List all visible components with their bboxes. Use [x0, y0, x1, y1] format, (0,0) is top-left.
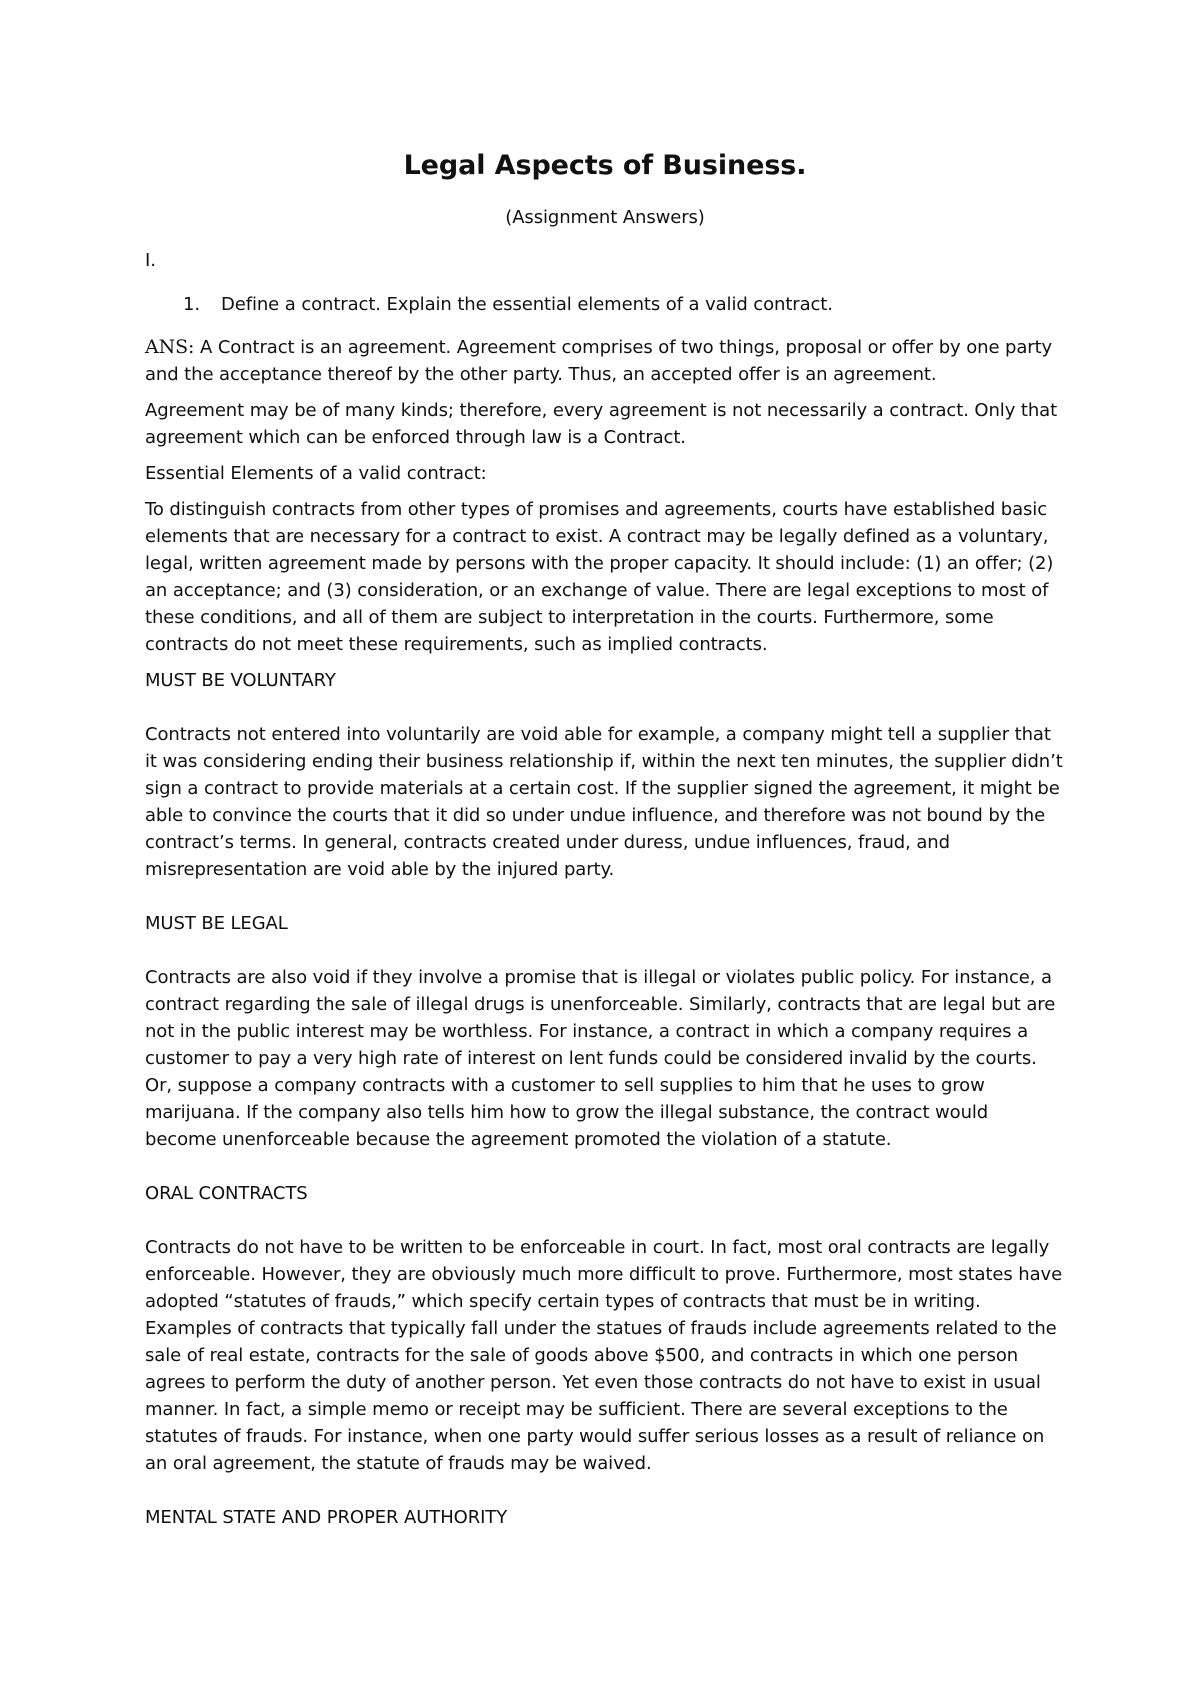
essential-elements-heading: Essential Elements of a valid contract: [145, 463, 487, 484]
question-number: 1. [183, 294, 200, 315]
oral-contracts-heading: ORAL CONTRACTS [145, 1183, 308, 1204]
legal-heading: MUST BE LEGAL [145, 913, 288, 934]
mental-state-heading: MENTAL STATE AND PROPER AUTHORITY [145, 1507, 508, 1528]
answer-paragraph [145, 334, 1065, 388]
answer-label: ANS: [145, 336, 195, 358]
voluntary-paragraph: Contracts not entered into voluntarily are void able for example, a company might tell a supplier that it was considering ending their business relationship if, within the next ten minutes, the supplier didn’t sign a contract to provide materials at a certain cost. If the supplier signed the agreement, it might be able to convince the courts that it did so under undue influence, and therefore was not bound by the contract’s terms. In general, contracts created under duress, undue influences, fraud, and misrepresentation are void able by the injured party. [145, 724, 1063, 880]
question-item [145, 291, 1065, 318]
voluntary-heading: MUST BE VOLUNTARY [145, 670, 336, 691]
legal-paragraph: Contracts are also void if they involve a promise that is illegal or violates public policy. For instance, a contract regarding the sale of illegal drugs is unenforceable. Similarly, contracts that are legal but are not in the public interest may be worthless. For instance, a contract in which a company requires a customer to pay a very high rate of interest on lent funds could be considered invalid by the courts. Or, suppose a company contracts with a customer to sell supplies to him that he uses to grow marijuana. If the company also tells him how to grow the illegal substance, the contract would become unenforceable because the agreement promoted the violation of a statute. [145, 967, 1056, 1150]
question-text: Define a contract. Explain the essential elements of a valid contract. [221, 294, 833, 315]
document-subtitle: (Assignment Answers) [505, 207, 705, 228]
distinguish-paragraph: To distinguish contracts from other types of promises and agreements, courts have established basic elements that are necessary for a contract to exist. A contract may be legally defined as a voluntary, legal, written agreement made by persons with the proper capacity. It should include: (1) an offer; (2) an acceptance; and (3) consideration, or an exchange of value. There are legal exceptions to most of these conditions, and all of them are subject to interpretation in the courts. Furthermore, some contracts do not meet these requirements, such as implied contracts. [145, 499, 1054, 655]
document-title: Legal Aspects of Business. [403, 150, 807, 181]
section-number: I. [145, 250, 156, 271]
document-body [145, 148, 1065, 1540]
oral-contracts-paragraph: Contracts do not have to be written to be enforceable in court. In fact, most oral contracts are legally enforceable. However, they are obviously much more difficult to prove. Furthermore, most states have adopted “statutes of frauds,” which specify certain types of contracts that must be in writing. Examples of contracts that typically fall under the statues of frauds include agreements related to the sale of real estate, contracts for the sale of goods above $500, and contracts in which one person agrees to perform the duty of another person. Yet even those contracts do not have to exist in usual manner. In fact, a simple memo or receipt may be sufficient. There are several exceptions to the statutes of frauds. For instance, when one party would suffer serious losses as a result of reliance on an oral agreement, the statute of frauds may be waived. [145, 1237, 1063, 1474]
answer-text: A Contract is an agreement. Agreement comprises of two things, proposal or offer by one party and the acceptance thereof by the other party. Thus, an accepted offer is an agreement. [145, 337, 1053, 385]
agreement-paragraph: Agreement may be of many kinds; therefore, every agreement is not necessarily a contract. Only that agreement which can be enforced through law is a Contract. [145, 400, 1058, 448]
